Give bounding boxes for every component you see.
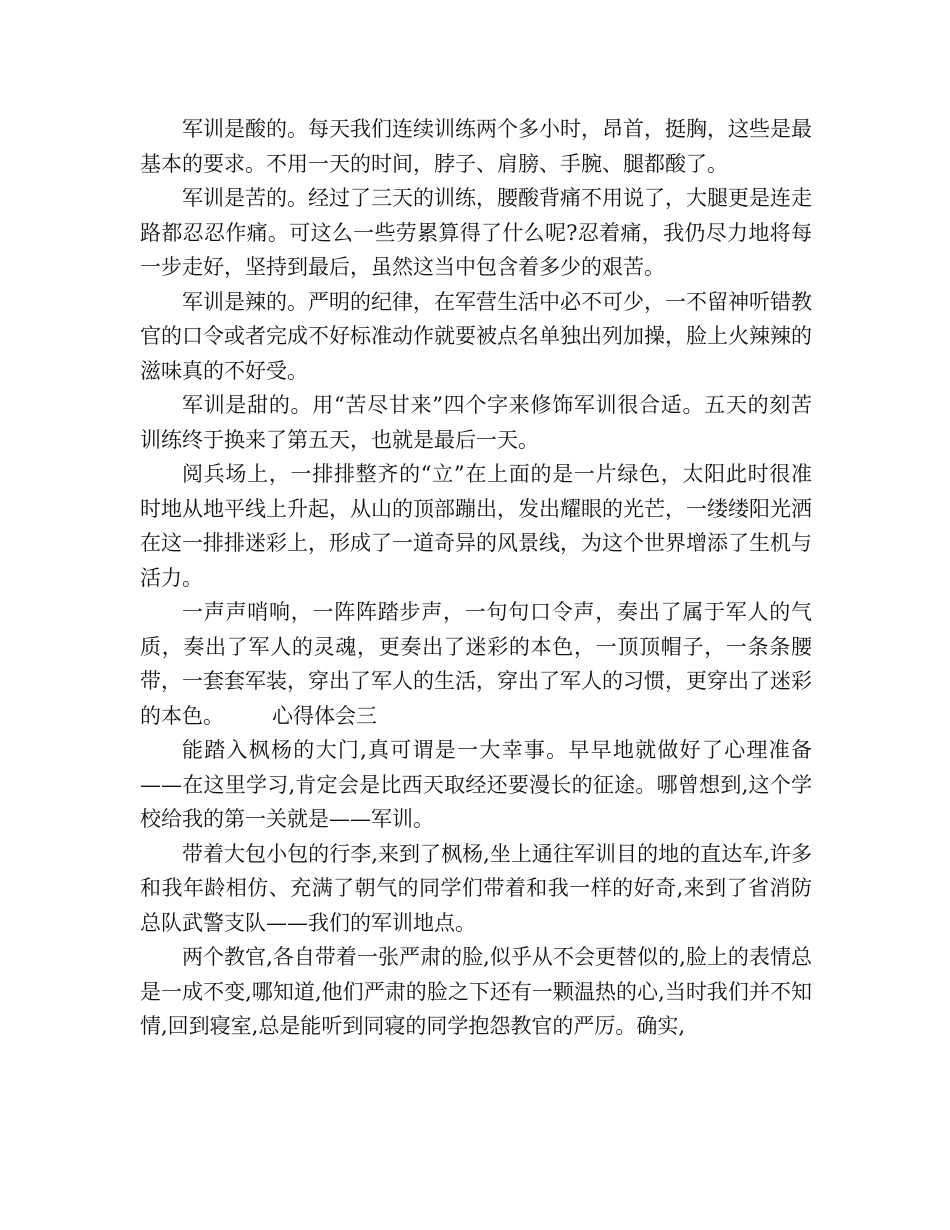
paragraph-bitter: 军训是苦的。经过了三天的训练，腰酸背痛不用说了，大腿更是连走路都忍忍作痛。可这么一些劳累算得了什么呢?忍着痛，我仍尽力地将每一步走好，坚持到最后，虽然这当中包含着多少的艰苦。	[140, 186, 812, 279]
paragraph-parade: 阅兵场上，一排排整齐的“立”在上面的是一片绿色，太阳此时很准时地从地平线上升起，从山的顶部蹦出，发出耀眼的光芒，一缕缕阳光洒在这一排排迷彩上，形成了一道奇异的风景线，为这个世界增添了生机与活力。	[140, 462, 812, 590]
paragraph-spicy: 军训是辣的。严明的纪律，在军营生活中必不可少，一不留神听错教官的口令或者完成不好标准动作就要被点名单独出列加操，脸上火辣辣的滋味真的不好受。	[140, 289, 812, 383]
section-heading: 心得体会三	[272, 703, 377, 728]
paragraph-sounds-text: 一声声哨响，一阵阵踏步声，一句句口令声，奏出了属于军人的气质，奏出了军人的灵魂，更奏出了迷彩的本色，一顶顶帽子，一条条腰带，一套套军装，穿出了军人的生活，穿出了军人的习惯，更穿出了迷彩的本色。	[140, 600, 812, 728]
paragraph-sweet: 军训是甜的。用“苦尽甘来”四个字来修饰军训很合适。五天的刻苦训练终于换来了第五天，也就是最后一天。	[140, 393, 812, 452]
paragraph-school-gate: 能踏入枫杨的大门,真可谓是一大幸事。早早地就做好了心理准备——在这里学习,肯定会是比西天取经还要漫长的征途。哪曾想到,这个学校给我的第一关就是——军训。	[140, 738, 812, 831]
document-body	[140, 112, 812, 1044]
paragraph-sour: 军训是酸的。每天我们连续训练两个多小时，昂首，挺胸，这些是最基本的要求。不用一天的时间，脖子、肩膀、手腕、腿都酸了。	[140, 117, 812, 176]
paragraph-luggage: 带着大包小包的行李,来到了枫杨,坐上通往军训目的地的直达车,许多和我年龄相仿、充满了朝气的同学们带着和我一样的好奇,来到了省消防总队武警支队——我们的军训地点。	[140, 841, 812, 935]
paragraph-sounds	[140, 595, 812, 733]
paragraph-instructors: 两个教官,各自带着一张严肃的脸,似乎从不会更替似的,脸上的表情总是一成不变,哪知道,他们严肃的脸之下还有一颗温热的心,当时我们并不知情,回到寝室,总是能听到同寝的同学抱怨教官的严厉。确实,	[140, 945, 812, 1038]
